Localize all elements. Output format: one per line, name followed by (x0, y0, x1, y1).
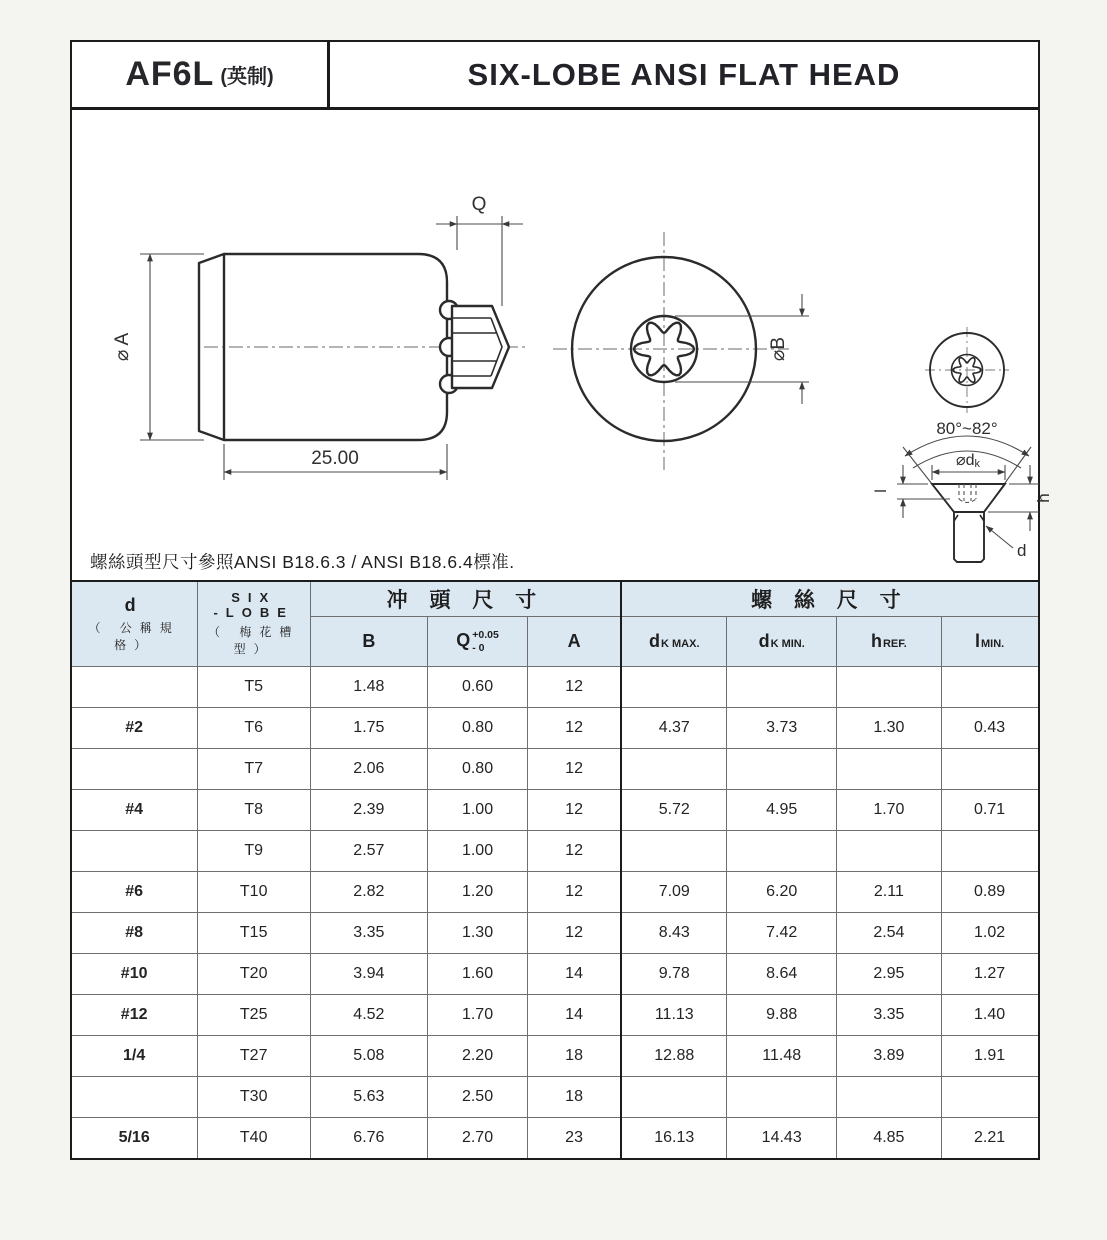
header-d (71, 581, 198, 667)
cell-a: 18 (527, 1077, 621, 1118)
cell-a: 12 (527, 667, 621, 708)
cell-a: 12 (527, 913, 621, 954)
cell-lobe: T9 (197, 831, 310, 872)
angle-fan (903, 436, 1031, 512)
cell-l_min (941, 831, 1038, 872)
cell-dk_min: 11.48 (727, 1036, 837, 1077)
cell-b: 3.35 (310, 913, 428, 954)
cell-h_ref: 3.35 (837, 995, 942, 1036)
header-col-dk-min (727, 617, 837, 667)
dim-dia-a (112, 254, 204, 440)
cell-dk_min (727, 1077, 837, 1118)
cell-b: 2.57 (310, 831, 428, 872)
cell-q: 1.00 (428, 831, 528, 872)
cell-dk_min: 9.88 (727, 995, 837, 1036)
cell-q: 0.80 (428, 749, 528, 790)
cell-q: 0.60 (428, 667, 528, 708)
dk-max-sub: K MAX. (661, 638, 700, 650)
cell-h_ref: 4.85 (837, 1118, 942, 1160)
cell-q: 1.30 (428, 913, 528, 954)
cell-l_min: 1.27 (941, 954, 1038, 995)
cell-lobe: T40 (197, 1118, 310, 1160)
cell-b: 5.08 (310, 1036, 428, 1077)
dim-label-l: l (873, 489, 890, 493)
cell-dk_max (621, 1077, 727, 1118)
header-col-q-main: Q (456, 630, 471, 651)
cell-lobe: T6 (197, 708, 310, 749)
screw-head-profile-drawing (867, 315, 1067, 585)
cell-dk_min (727, 831, 837, 872)
cell-l_min: 2.21 (941, 1118, 1038, 1160)
cell-dk_min: 14.43 (727, 1118, 837, 1160)
dim-q (436, 194, 523, 306)
cell-q: 1.60 (428, 954, 528, 995)
dim-length (224, 444, 447, 480)
cell-dk_min: 8.64 (727, 954, 837, 995)
q-tol-lower: - 0 (472, 641, 485, 654)
cell-dk_min: 6.20 (727, 872, 837, 913)
cell-dk_max: 4.37 (621, 708, 727, 749)
cell-h_ref: 1.70 (837, 790, 942, 831)
cell-dk_max: 16.13 (621, 1118, 727, 1160)
dim-label-dia-dk: ⌀dk (955, 452, 981, 470)
cell-dk_max: 9.78 (621, 954, 727, 995)
cell-d (71, 667, 198, 708)
cell-h_ref: 2.95 (837, 954, 942, 995)
cell-b: 6.76 (310, 1118, 428, 1160)
cell-d (71, 749, 198, 790)
header-col-b: B (310, 617, 428, 667)
header-col-dk-max (621, 617, 727, 667)
header-col-l-min (941, 617, 1038, 667)
l-min-sub: MIN. (980, 638, 1005, 650)
table-row (71, 1077, 1039, 1118)
drawing-area (72, 110, 1053, 580)
cell-d: 5/16 (71, 1118, 198, 1160)
cell-h_ref: 2.11 (837, 872, 942, 913)
cell-h_ref: 3.89 (837, 1036, 942, 1077)
spec-table-body (71, 667, 1039, 1160)
cell-l_min: 1.40 (941, 995, 1038, 1036)
table-header-group-row (71, 581, 1039, 617)
table-row (71, 954, 1039, 995)
model-code: AF6L (125, 55, 215, 93)
cell-l_min (941, 749, 1038, 790)
dim-label-dia-b: ⌀B (768, 336, 789, 362)
cell-dk_max (621, 831, 727, 872)
cell-a: 12 (527, 749, 621, 790)
cell-lobe: T5 (197, 667, 310, 708)
header-group-screw: 螺 絲 尺 寸 (621, 581, 1038, 617)
cell-lobe: T7 (197, 749, 310, 790)
table-row (71, 913, 1039, 954)
cell-dk_min: 4.95 (727, 790, 837, 831)
cell-l_min (941, 1077, 1038, 1118)
cell-a: 12 (527, 790, 621, 831)
cell-h_ref (837, 667, 942, 708)
cell-dk_max: 8.43 (621, 913, 727, 954)
cell-dk_min (727, 667, 837, 708)
dim-label-angle: 80°~82° (936, 419, 998, 438)
cell-dk_max: 5.72 (621, 790, 727, 831)
cell-dk_min: 3.73 (727, 708, 837, 749)
punch-tip (440, 301, 509, 393)
cell-a: 23 (527, 1118, 621, 1160)
cell-a: 12 (527, 708, 621, 749)
header-col-h-ref (837, 617, 942, 667)
dim-h (988, 465, 1053, 531)
cell-h_ref (837, 1077, 942, 1118)
table-row (71, 1118, 1039, 1160)
cell-lobe: T10 (197, 872, 310, 913)
header-group-punch: 冲 頭 尺 寸 (310, 581, 621, 617)
cell-lobe: T15 (197, 913, 310, 954)
cell-dk_min (727, 749, 837, 790)
dk-max-main: d (649, 631, 661, 651)
cell-a: 18 (527, 1036, 621, 1077)
cell-dk_min: 7.42 (727, 913, 837, 954)
model-suffix: (英制) (220, 66, 274, 88)
cell-d (71, 831, 198, 872)
table-row (71, 1036, 1039, 1077)
table-row (71, 749, 1039, 790)
punch-front-view-drawing (547, 222, 857, 487)
cell-d (71, 1077, 198, 1118)
product-title-cell (330, 42, 1038, 107)
cell-q: 2.50 (428, 1077, 528, 1118)
cell-l_min: 1.02 (941, 913, 1038, 954)
cell-b: 4.52 (310, 995, 428, 1036)
cell-d: #6 (71, 872, 198, 913)
cell-l_min (941, 667, 1038, 708)
screw-section (932, 484, 1005, 562)
cell-lobe: T8 (197, 790, 310, 831)
l-min-main: l (974, 631, 980, 651)
header-col-q (428, 617, 528, 667)
dim-d (986, 526, 1026, 560)
cell-b: 2.06 (310, 749, 428, 790)
screw-top-view (925, 327, 1009, 413)
cell-d: 1/4 (71, 1036, 198, 1077)
cell-dk_max: 12.88 (621, 1036, 727, 1077)
punch-side-view-drawing (92, 158, 532, 508)
cell-b: 2.82 (310, 872, 428, 913)
cell-h_ref (837, 831, 942, 872)
q-tol-upper: +0.05 (472, 629, 499, 642)
table-row (71, 995, 1039, 1036)
model-cell (72, 42, 330, 107)
header-col-a: A (527, 617, 621, 667)
cell-a: 14 (527, 995, 621, 1036)
cell-h_ref: 1.30 (837, 708, 942, 749)
cell-l_min: 0.89 (941, 872, 1038, 913)
cell-dk_max: 11.13 (621, 995, 727, 1036)
cell-dk_max: 7.09 (621, 872, 727, 913)
cell-h_ref: 2.54 (837, 913, 942, 954)
cell-d: #8 (71, 913, 198, 954)
cell-d: #10 (71, 954, 198, 995)
cell-d: #12 (71, 995, 198, 1036)
table-row (71, 831, 1039, 872)
cell-d: #2 (71, 708, 198, 749)
cell-l_min: 0.43 (941, 708, 1038, 749)
dk-min-main: d (758, 631, 770, 651)
standards-note: 螺絲頭型尺寸參照ANSI B18.6.3 / ANSI B18.6.4標准. (90, 552, 515, 572)
dim-label-q: Q (471, 194, 487, 215)
table-row (71, 708, 1039, 749)
cell-b: 5.63 (310, 1077, 428, 1118)
cell-l_min: 0.71 (941, 790, 1038, 831)
cell-lobe: T30 (197, 1077, 310, 1118)
cell-a: 12 (527, 831, 621, 872)
cell-b: 2.39 (310, 790, 428, 831)
header-d-main: d (124, 595, 144, 616)
dk-min-sub: K MIN. (770, 638, 805, 650)
cell-a: 14 (527, 954, 621, 995)
cell-q: 1.00 (428, 790, 528, 831)
cell-b: 1.48 (310, 667, 428, 708)
table-row (71, 790, 1039, 831)
cell-lobe: T20 (197, 954, 310, 995)
header-d-sub: （ 公稱規格） (88, 620, 180, 652)
page-frame (70, 40, 1053, 1150)
h-ref-sub: REF. (882, 638, 907, 650)
cell-q: 2.20 (428, 1036, 528, 1077)
h-ref-main: h (870, 631, 882, 651)
header-lobe-line2: -LOBE (213, 604, 294, 620)
table-row (71, 667, 1039, 708)
cell-q: 1.20 (428, 872, 528, 913)
cell-q: 2.70 (428, 1118, 528, 1160)
dim-label-h: h (1034, 493, 1053, 503)
dim-label-length: 25.00 (311, 448, 359, 469)
dim-label-dia-a: ⌀ A (112, 332, 133, 362)
cell-lobe: T25 (197, 995, 310, 1036)
cell-h_ref (837, 749, 942, 790)
dim-label-d: d (1017, 541, 1027, 560)
cell-dk_max (621, 667, 727, 708)
header-lobe-sub: （ 梅花槽型） (208, 625, 300, 657)
cell-dk_max (621, 749, 727, 790)
cell-lobe: T27 (197, 1036, 310, 1077)
header-col-q-tolerance (472, 629, 499, 653)
header-lobe-line1: SIX (231, 589, 277, 605)
dim-dia-dk (932, 452, 1005, 480)
table-row (71, 872, 1039, 913)
page-title: SIX-LOBE ANSI FLAT HEAD (467, 56, 901, 92)
cell-q: 1.70 (428, 995, 528, 1036)
spec-table (70, 580, 1040, 1160)
cell-b: 1.75 (310, 708, 428, 749)
cell-l_min: 1.91 (941, 1036, 1038, 1077)
cell-d: #4 (71, 790, 198, 831)
title-bar (72, 42, 1038, 110)
cell-a: 12 (527, 872, 621, 913)
cell-q: 0.80 (428, 708, 528, 749)
header-six-lobe (197, 581, 310, 667)
cell-b: 3.94 (310, 954, 428, 995)
